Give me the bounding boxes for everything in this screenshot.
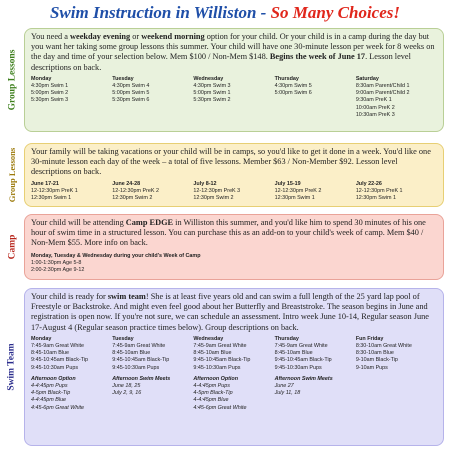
schedule-day-heading: Tuesday: [112, 75, 134, 82]
schedule-day-heading: July 15-19: [274, 180, 301, 187]
title-part-2: So Many Choices!: [270, 3, 401, 22]
schedule-column: [112, 336, 193, 412]
schedule-time-slot: 9:45-10:30am Pups: [274, 364, 322, 371]
schedule-day-heading: June 24-28: [112, 180, 141, 187]
schedule-time-slot: 9:45-10:45am Black-Tip: [193, 357, 251, 364]
schedule-time-slot: 9:45-10:45am Black-Tip: [112, 357, 170, 364]
schedule-day-heading: July 22-26: [355, 180, 382, 187]
schedule-time-slot: 9:45-10:30am Pups: [31, 364, 79, 371]
schedule-time-slot: 12:30pm Swim 2: [193, 195, 234, 202]
schedule-time-slot: 4:30pm Swim 3: [193, 83, 231, 90]
schedule-time-slot: 5:00pm Swim 5: [112, 90, 150, 97]
afternoon-heading: Afternoon Swim Meets: [112, 375, 171, 382]
schedule-time-slot: 7:45-9am Great White: [274, 343, 328, 350]
schedule-time-slot: 4:30pm Swim 4: [112, 83, 150, 90]
schedule-time-slot: 9-10am Pups: [355, 364, 388, 371]
schedule-day-heading: July 8-12: [193, 180, 217, 187]
schedule-time-slot: 12:30pm Swim 1: [355, 195, 396, 202]
afternoon-slot: June 18, 25: [112, 383, 141, 390]
schedule-column: [356, 181, 437, 203]
schedule-time-slot: 12-12:30pm PreK 2: [112, 187, 159, 194]
afternoon-slot: 4-5pm Black-Tip: [193, 390, 233, 397]
schedule-time-slot: 12-12:30pm PreK 3: [193, 187, 241, 194]
schedule-column: [31, 336, 112, 412]
afternoon-slot: 4-4:45pm Pups: [31, 383, 68, 390]
schedule-column: [275, 181, 356, 203]
schedule-time-slot: 12-12:30pm PreK 1: [355, 187, 403, 194]
schedule-time-slot: 12-12:30pm PreK 1: [31, 187, 78, 194]
schedule-day-heading: Wednesday: [193, 335, 224, 342]
afternoon-slot: July 2, 9, 16: [112, 390, 142, 397]
schedule-time-slot: 9:45-10:45am Black-Tip: [31, 357, 89, 364]
schedule-day-heading: Wednesday: [193, 75, 224, 82]
afternoon-slot: 4-4:45pm Pups: [193, 383, 230, 390]
group-lessons-week-side-label: Group Lessons: [7, 147, 17, 203]
group-lessons-weekly-description: You need a weekday evening or weekend morning option for your child. Or your child is in a camp during the day but you want her taking some group lessons this summer. Your child will have one 30-minute lesson per week for 8 weeks on the day and time of your selection below. Mem $100 / Non-Mem $148. Begins the week of June 17. Lesson level descriptions on back.: [31, 32, 435, 72]
schedule-time-slot: 9-10am Black-Tip: [355, 357, 398, 364]
schedule-time-slot: 5:30pm Swim 6: [112, 97, 150, 104]
schedule-column: [356, 76, 437, 119]
schedule-column: [193, 181, 274, 203]
schedule-time-slot: 10:00am PreK 2: [355, 104, 395, 111]
schedule-day-heading: Fun Friday: [355, 335, 384, 342]
camp-schedule-heading: Monday, Tuesday & Wednesday during your child's Week of Camp: [31, 252, 201, 259]
schedule-time-slot: 5:00pm Swim 6: [274, 90, 312, 97]
schedule-day-heading: Monday: [31, 335, 52, 342]
schedule-time-slot: 7:45-9am Great White: [112, 343, 166, 350]
schedule-time-slot: 7:45-9am Great White: [31, 343, 85, 350]
schedule-column: [275, 336, 356, 412]
afternoon-heading: Afternoon Option: [31, 375, 76, 382]
title-part-1: Swim Instruction in Williston -: [49, 3, 271, 22]
schedule-day-heading: Thursday: [274, 75, 299, 82]
schedule-time-slot: 5:30pm Swim 2: [193, 97, 231, 104]
afternoon-slot: June 27: [274, 383, 294, 390]
schedule-day-heading: Saturday: [355, 75, 379, 82]
camp-side-label: Camp: [7, 234, 17, 260]
swim-team-description: Your child is ready for swim team! She is at least five years old and can swim a full length of the 25 yard lap pool of Freestyle or Backstroke. And might even feel good about her Butterfly and Breaststroke. The season begins in June and registration is open now. If you're not sure, we can schedule an assessment. Intro week June 10-14, Regular season June 17-August 4 (Regular season practice times below). Group descriptions on back.: [31, 292, 429, 332]
afternoon-block: [275, 376, 356, 398]
schedule-time-slot: 8:30am Parent/Child 1: [355, 83, 410, 90]
group-lessons-weekly-section: [24, 28, 444, 132]
schedule-time-slot: 8:45-10am Blue: [31, 350, 70, 357]
schedule-time-slot: 8:30-10am Blue: [355, 350, 394, 357]
afternoon-block: [193, 376, 274, 412]
swim-team-schedule: [31, 336, 437, 412]
group-lessons-weekly-side-label: Group Lessons: [7, 49, 17, 111]
schedule-time-slot: 5:00pm Swim 1: [193, 90, 231, 97]
group-lessons-weekly-schedule: [31, 76, 437, 119]
schedule-time-slot: 4:30pm Swim 1: [31, 83, 69, 90]
schedule-column: [193, 336, 274, 412]
afternoon-block: [112, 376, 193, 398]
schedule-column: [31, 181, 112, 203]
schedule-time-slot: 12:30pm Swim 2: [112, 195, 153, 202]
swim-team-side-label: Swim Team: [7, 343, 17, 391]
schedule-time-slot: 8:45-10am Blue: [193, 350, 232, 357]
schedule-day-heading: Thursday: [274, 335, 299, 342]
afternoon-slot: 4-5pm Black-Tip: [31, 390, 71, 397]
afternoon-heading: Afternoon Swim Meets: [274, 375, 333, 382]
schedule-day-heading: Monday: [31, 75, 52, 82]
schedule-time-slot: 8:45-10am Blue: [274, 350, 313, 357]
schedule-time-slot: 4:30pm Swim 5: [274, 83, 312, 90]
afternoon-slot: 4-4:45pm Blue: [31, 397, 67, 404]
group-lessons-week-schedule: [31, 181, 437, 203]
swim-team-section: [24, 288, 444, 446]
afternoon-slot: 4-4:45pm Blue: [193, 397, 229, 404]
schedule-time-slot: 9:45-10:30am Pups: [112, 364, 160, 371]
schedule-time-slot: 12-12:30pm PreK 2: [274, 187, 322, 194]
camp-section: [24, 214, 444, 280]
schedule-column: [112, 181, 193, 203]
camp-schedule-row: 1:00-1:30pm Age 5-8: [31, 259, 82, 266]
schedule-time-slot: 12:30pm Swim 1: [31, 195, 72, 202]
schedule-time-slot: 5:00pm Swim 2: [31, 90, 69, 97]
schedule-time-slot: 8:45-10am Blue: [112, 350, 151, 357]
afternoon-slot: July 11, 18: [274, 390, 301, 397]
schedule-column: [193, 76, 274, 119]
group-lessons-week-section: [24, 143, 444, 207]
schedule-time-slot: 12:30pm Swim 1: [274, 195, 315, 202]
afternoon-slot: 4:45-6pm Great White: [31, 404, 85, 411]
schedule-column: [112, 76, 193, 119]
group-lessons-week-description: Your family will be taking vacations or your child will be in camps, so you'd like to get it done in a week. You'd like one 30-minute lesson each day of the week – a total of five lessons. Member $63 / Non-Member $92. Lesson level descriptions on back.: [31, 147, 431, 177]
camp-description: Your child will be attending Camp EDGE in Williston this summer, and you'd like him to spend 30 minutes of his one hour of swim time in a structured lesson. You can purchase this as an add-on to your child's week of camp. Mem $40 / Non-Mem $55. More info on back.: [31, 218, 426, 248]
afternoon-slot: 4:45-6pm Great White: [193, 404, 247, 411]
schedule-time-slot: 7:45-9am Great White: [193, 343, 247, 350]
camp-schedule-row: 2:00-2:30pm Age 9-12: [31, 267, 85, 274]
schedule-time-slot: 9:45-10:45am Black-Tip: [274, 357, 332, 364]
schedule-column: [31, 76, 112, 119]
schedule-column: [275, 76, 356, 119]
schedule-time-slot: 5:30pm Swim 3: [31, 97, 69, 104]
afternoon-block: [31, 376, 112, 412]
schedule-day-heading: June 17-21: [31, 180, 59, 187]
page-title: [0, 3, 450, 27]
schedule-column: [356, 336, 437, 412]
schedule-time-slot: 9:00am Parent/Child 2: [355, 90, 410, 97]
schedule-time-slot: 10:30am PreK 3: [355, 111, 395, 118]
schedule-time-slot: 8:30-10am Great White: [355, 343, 412, 350]
schedule-time-slot: 9:45-10:30am Pups: [193, 364, 241, 371]
afternoon-heading: Afternoon Option: [193, 375, 239, 382]
schedule-day-heading: Tuesday: [112, 335, 134, 342]
schedule-time-slot: 9:30am PreK 1: [355, 97, 392, 104]
